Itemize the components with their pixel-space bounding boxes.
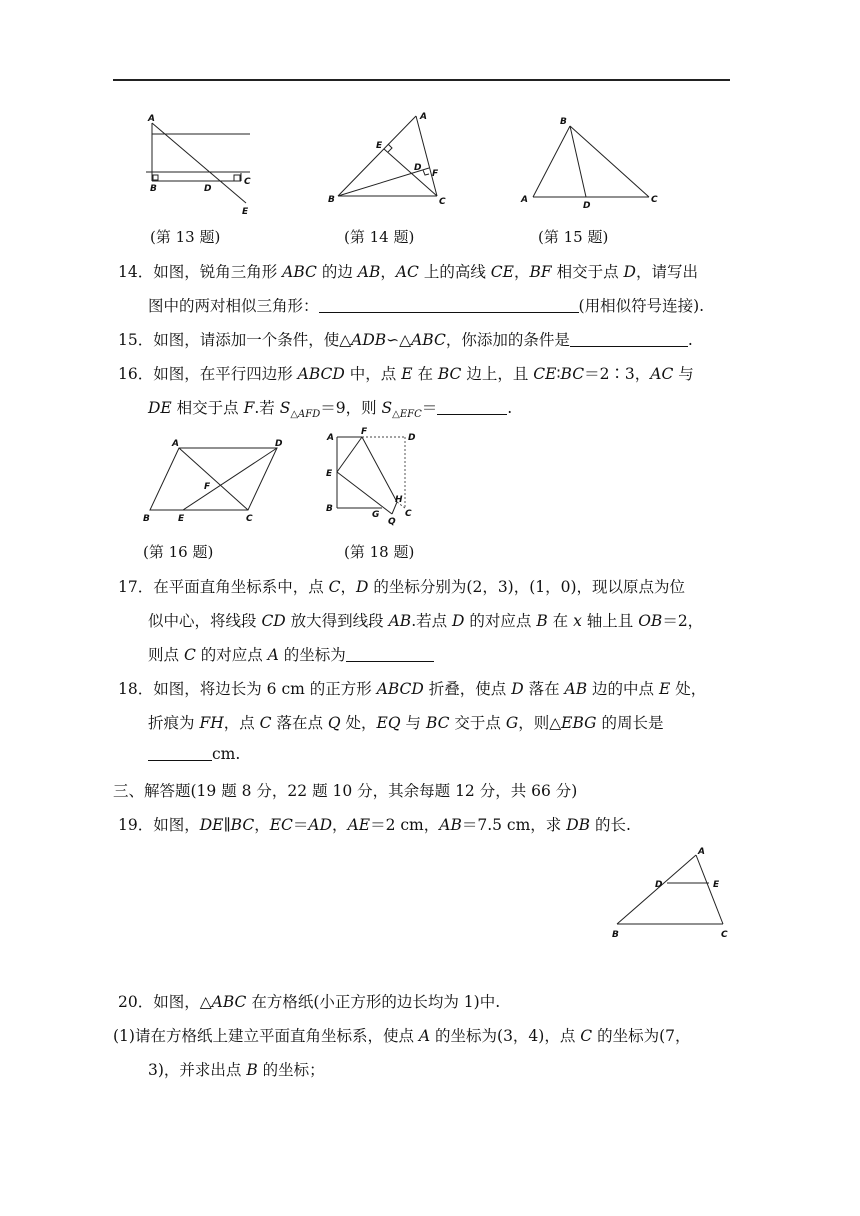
figure-19-diagram — [605, 845, 740, 945]
q17-line-2: 似中心，将线段 CD 放大得到线段 AB.若点 D 的对应点 B 在 x 轴上且 OB＝2， — [148, 612, 704, 630]
figure-15-diagram — [518, 112, 668, 212]
q17-line-1: 17．在平面直角坐标系中，点 C，D 的坐标分别为(2，3)，(1，0)，现以原点为位 — [118, 578, 686, 596]
q15-line: 15．如图，请添加一个条件，使△ADB∽△ABC，你添加的条件是 . — [118, 331, 693, 349]
header-rule — [113, 79, 730, 81]
q18-line-1: 18．如图，将边长为 6 cm 的正方形 ABCD 折叠，使点 D 落在 AB 边的中点 E 处， — [118, 680, 707, 698]
label-a: A — [172, 439, 179, 449]
label-e: E — [376, 141, 383, 151]
figure-16-diagram — [140, 435, 290, 530]
q20-part1-line-1: (1)请在方格纸上建立平面直角坐标系，使点 A 的坐标为(3，4)，点 C 的坐标为(7， — [113, 1027, 691, 1045]
figure-14-diagram — [325, 108, 455, 218]
label-b: B — [560, 117, 567, 127]
label-e: E — [326, 469, 333, 479]
label-d: D — [414, 163, 422, 173]
label-c: C — [721, 930, 728, 940]
caption-q18: (第 18 题) — [344, 543, 415, 561]
answer-blank[interactable] — [319, 298, 579, 313]
label-c: C — [439, 197, 446, 207]
figure-16 — [140, 435, 290, 534]
caption-q15: (第 15 题) — [538, 228, 609, 246]
label-b: B — [143, 514, 150, 524]
q16-line-2: DE 相交于点 F.若 $S_{\triangle AFD}=9$，则 $S_{\triangle EFC}=$ . — [148, 399, 513, 421]
label-a: A — [521, 195, 528, 205]
answer-blank[interactable] — [148, 746, 212, 761]
q14-line-1: 14．如图，锐角三角形 ABC 的边 AB，AC 上的高线 CE，BF 相交于点 D，请写出 — [118, 263, 698, 281]
answer-blank[interactable] — [437, 400, 507, 415]
label-b: B — [612, 930, 619, 940]
label-e: E — [713, 880, 720, 890]
label-a: A — [698, 847, 705, 857]
label-q: Q — [388, 517, 396, 527]
figure-13 — [140, 110, 260, 217]
label-d: D — [204, 184, 212, 194]
section-3-heading: 三、解答题(19 题 8 分，22 题 10 分，其余每题 12 分，共 66 分) — [113, 782, 578, 800]
label-a: A — [148, 114, 155, 124]
q14-line-2: 图中的两对相似三角形： (用相似符号连接). — [148, 297, 705, 315]
figure-13-diagram — [140, 110, 260, 217]
q19-line: 19．如图，DE∥BC，EC＝AD，AE＝2 cm，AB＝7.5 cm，求 DB 的长. — [118, 816, 631, 834]
figure-18-diagram — [322, 425, 432, 530]
label-c: C — [246, 514, 253, 524]
label-b: B — [150, 184, 157, 194]
q20-line: 20．如图，△ABC 在方格纸(小正方形的边长均为 1)中. — [118, 993, 501, 1011]
caption-q14: (第 14 题) — [344, 228, 415, 246]
label-d: D — [655, 880, 663, 890]
label-a: A — [420, 112, 427, 122]
label-a: A — [327, 433, 334, 443]
figure-14 — [325, 108, 455, 222]
label-b: B — [326, 504, 333, 514]
label-d: D — [583, 201, 591, 211]
label-e: E — [242, 207, 249, 217]
label-d: D — [408, 433, 416, 443]
label-e: E — [178, 514, 185, 524]
label-f: F — [361, 427, 368, 437]
label-b: B — [328, 195, 335, 205]
label-c: C — [405, 509, 412, 519]
q18-line-2: 折痕为 FH，点 C 落在点 Q 处，EQ 与 BC 交于点 G，则△EBG 的周长是 — [148, 714, 664, 732]
answer-blank[interactable] — [570, 332, 688, 347]
figure-15 — [518, 112, 668, 216]
label-h: H — [395, 495, 403, 505]
answer-blank[interactable] — [346, 647, 434, 662]
figure-19 — [605, 845, 740, 949]
caption-q13: (第 13 题) — [150, 228, 221, 246]
figure-18 — [322, 425, 432, 534]
label-c: C — [244, 177, 251, 187]
label-d: D — [275, 439, 283, 449]
q16-line-1: 16．如图，在平行四边形 ABCD 中，点 E 在 BC 边上，且 CE∶BC＝2∶3，AC 与 — [118, 365, 694, 383]
label-c: C — [651, 195, 658, 205]
q17-line-3: 则点 C 的对应点 A 的坐标为 — [148, 643, 434, 665]
label-g: G — [372, 510, 380, 520]
label-f: F — [432, 169, 439, 179]
caption-q16: (第 16 题) — [143, 543, 214, 561]
q20-part1-line-2: 3)，并求出点 B 的坐标； — [148, 1061, 325, 1079]
q18-line-3: cm. — [148, 745, 240, 763]
label-f: F — [204, 482, 211, 492]
